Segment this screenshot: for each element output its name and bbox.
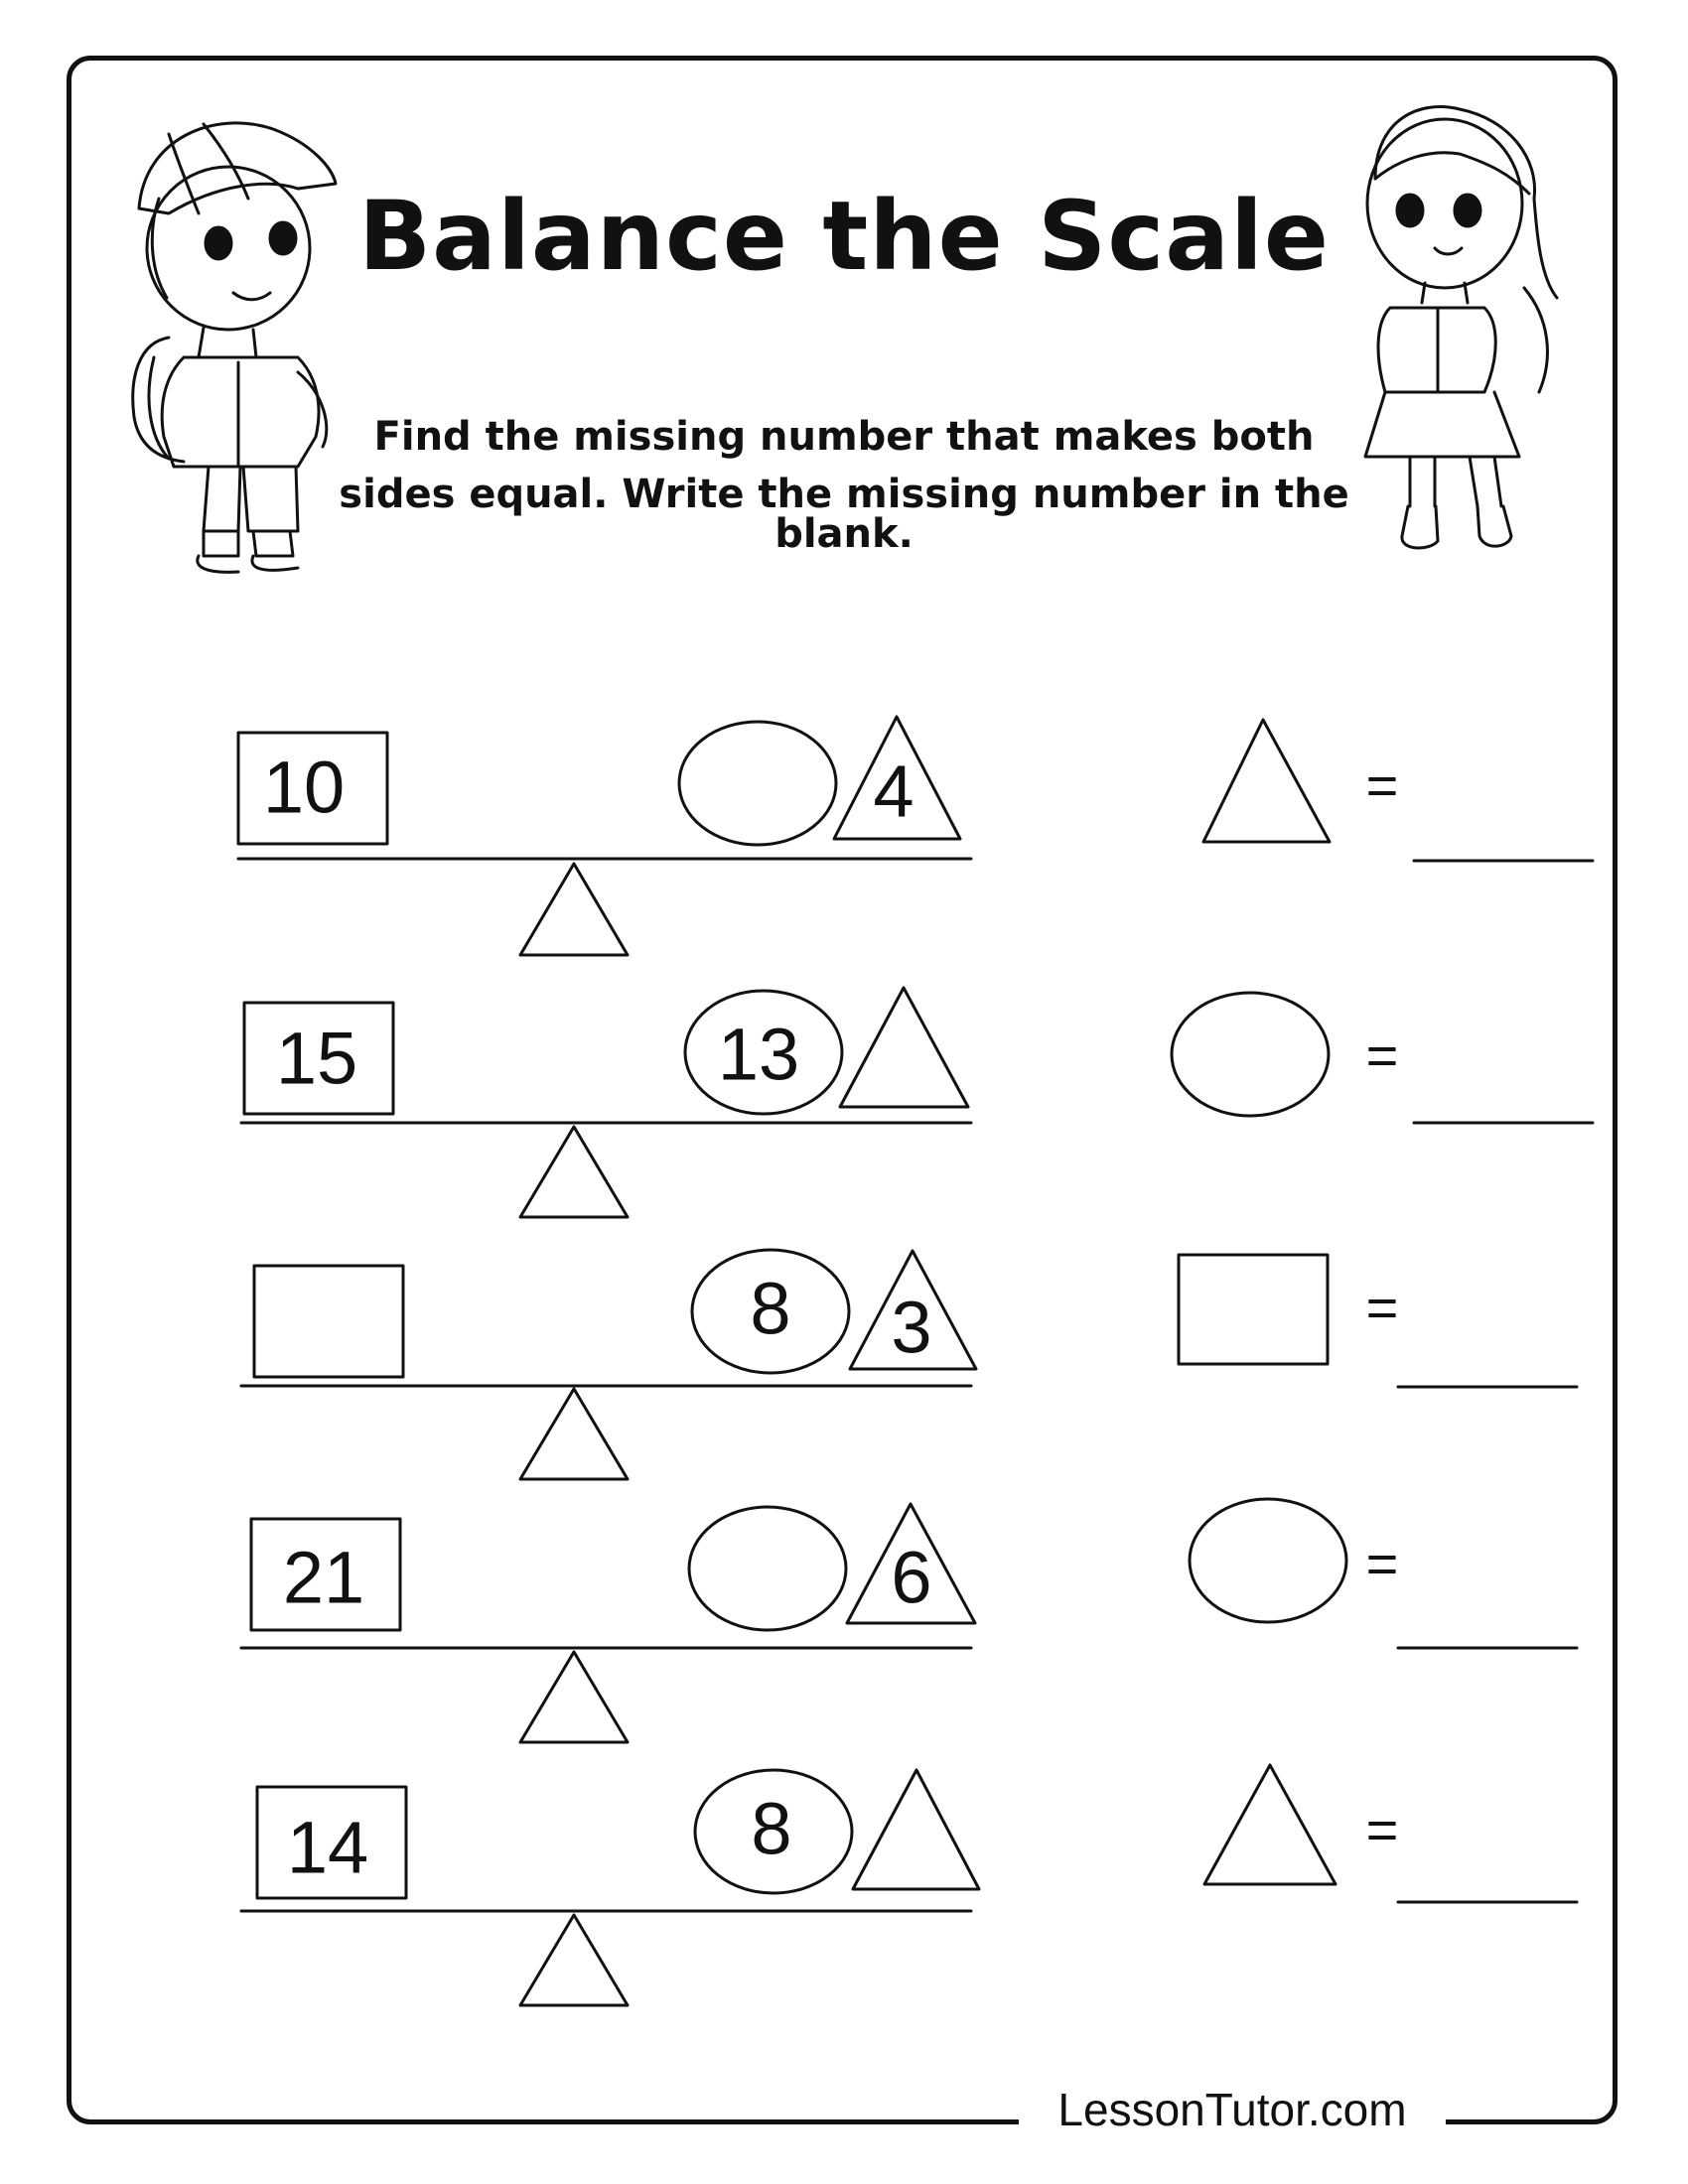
answer-triangle (1203, 720, 1330, 842)
fulcrum-triangle (520, 1389, 628, 1479)
row-3-equals-sign: = (1365, 1276, 1399, 1339)
row-1-triangle-value: 4 (873, 750, 914, 833)
fulcrum-triangle (520, 1915, 628, 2005)
circle-shape (679, 722, 836, 845)
row-1-equals-sign: = (1365, 753, 1399, 817)
row-4-equals-sign: = (1365, 1532, 1399, 1595)
row-3-circle-value: 8 (750, 1267, 791, 1350)
triangle-shape (840, 988, 968, 1107)
row-3-triangle-value: 3 (891, 1286, 932, 1369)
page-title: Balance the Scale (357, 181, 1331, 292)
row-4-square-value: 21 (282, 1536, 365, 1619)
row-1-square-value: 10 (262, 746, 346, 829)
scale-row-2 (241, 988, 1593, 1217)
fulcrum-triangle (520, 1652, 628, 1742)
row-2-equals-sign: = (1365, 1024, 1399, 1087)
fulcrum-triangle (520, 864, 628, 955)
row-2-square-value: 15 (275, 1017, 358, 1100)
row-5-square-value: 14 (286, 1806, 369, 1889)
answer-circle (1172, 993, 1329, 1116)
answer-circle (1190, 1499, 1346, 1622)
instruction-line-2: sides equal. Write the missing number in the blank. (339, 472, 1349, 557)
row-5-circle-value: 8 (751, 1787, 792, 1870)
square-box (254, 1266, 403, 1377)
row-4-triangle-value: 6 (891, 1536, 932, 1619)
answer-square (1179, 1255, 1328, 1364)
triangle-shape (853, 1770, 979, 1889)
boy-illustration (133, 123, 336, 572)
answer-triangle (1204, 1765, 1336, 1884)
girl-illustration (1365, 107, 1557, 548)
row-5-equals-sign: = (1365, 1798, 1399, 1861)
fulcrum-triangle (520, 1127, 628, 1217)
instruction-line-1: Find the missing number that makes both (373, 414, 1315, 460)
footer-brand: LessonTutor.com (1019, 2087, 1446, 2132)
scale-row-1 (238, 717, 1593, 955)
row-2-circle-value: 13 (717, 1013, 800, 1096)
circle-shape (689, 1507, 846, 1630)
